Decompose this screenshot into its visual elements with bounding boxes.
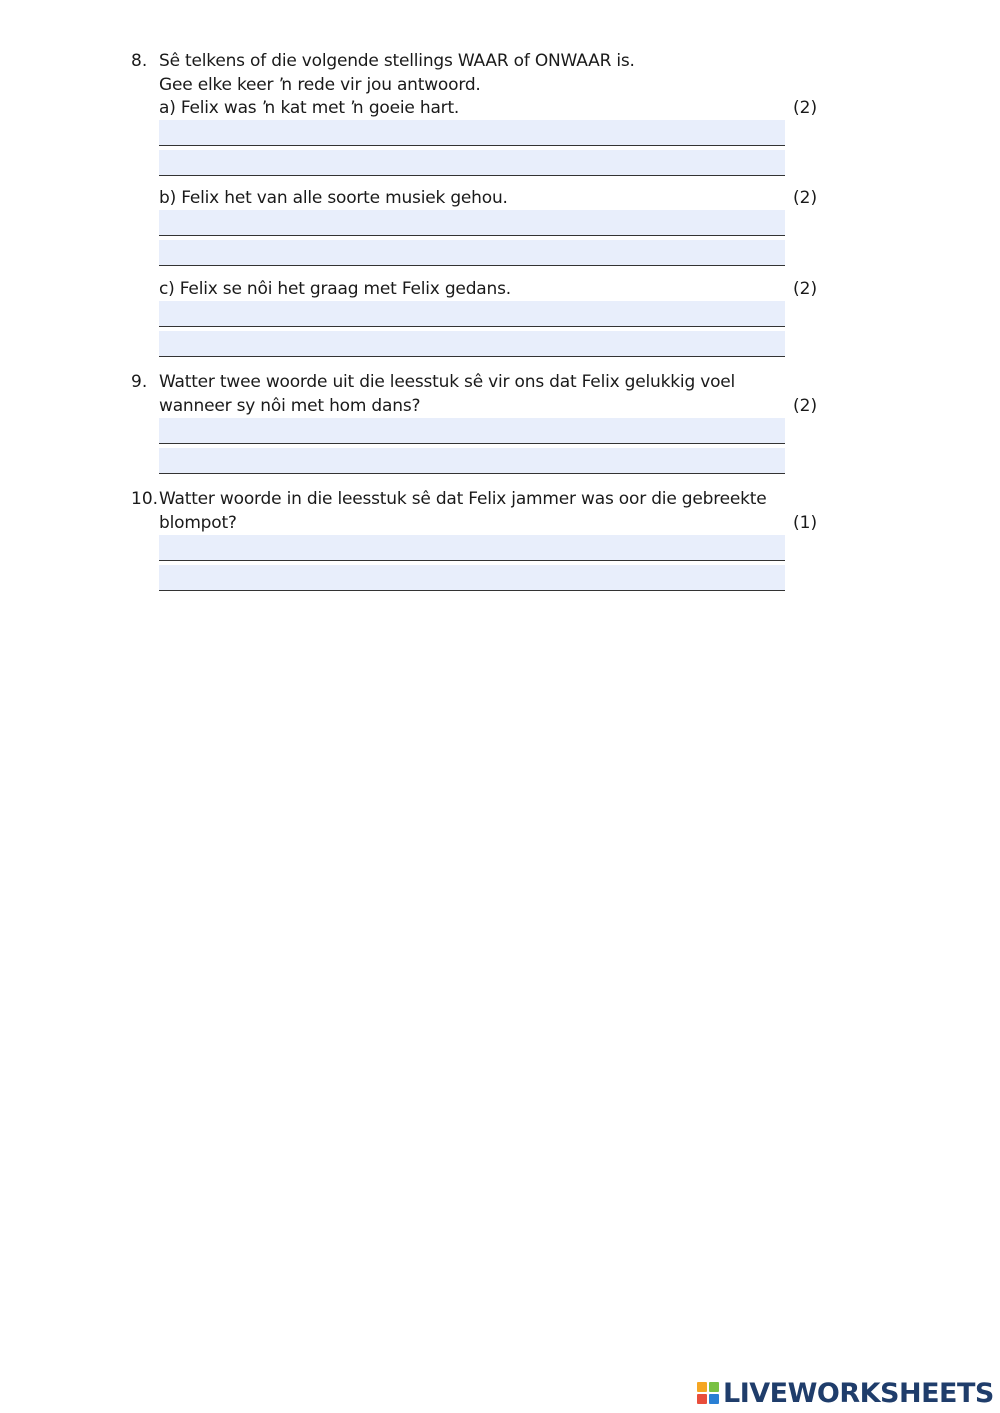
question-8c-text: c) Felix se nôi het graag met Felix gedans. xyxy=(159,279,511,299)
answer-8c-field-2[interactable] xyxy=(159,331,785,357)
answer-8a-field-2[interactable] xyxy=(159,150,785,176)
answer-9-field-1[interactable] xyxy=(159,418,785,444)
question-9-marks: (2) xyxy=(793,396,818,416)
question-8b-text: b) Felix het van alle soorte musiek gehou. xyxy=(159,188,508,208)
question-8a-text: a) Felix was ŉ kat met ŉ goeie hart. xyxy=(159,98,460,118)
liveworksheets-logo-icon xyxy=(697,1382,719,1404)
question-8-instruction-line1: Sê telkens of die volgende stellings WAAR of ONWAAR is. xyxy=(159,51,635,71)
question-9-number: 9. xyxy=(131,372,148,392)
answer-8b-field-2[interactable] xyxy=(159,240,785,266)
answer-10-field-1[interactable] xyxy=(159,535,785,561)
answer-8b-field-1[interactable] xyxy=(159,210,785,236)
question-9-text-line2: wanneer sy nôi met hom dans? xyxy=(159,396,421,416)
liveworksheets-wordmark: LIVEWORKSHEETS xyxy=(723,1377,994,1409)
question-8b-marks: (2) xyxy=(793,188,818,208)
question-8a-marks: (2) xyxy=(793,98,818,118)
answer-9-field-2[interactable] xyxy=(159,448,785,474)
question-8-number: 8. xyxy=(131,51,148,71)
answer-8a-field-1[interactable] xyxy=(159,120,785,146)
question-10-text-line2: blompot? xyxy=(159,513,237,533)
question-8c-marks: (2) xyxy=(793,279,818,299)
liveworksheets-logo xyxy=(697,1377,994,1409)
question-10-number: 10. xyxy=(131,489,159,509)
question-8-instruction-line2: Gee elke keer ŉ rede vir jou antwoord. xyxy=(159,75,481,95)
answer-8c-field-1[interactable] xyxy=(159,301,785,327)
answer-10-field-2[interactable] xyxy=(159,565,785,591)
question-9-text-line1: Watter twee woorde uit die leesstuk sê vir ons dat Felix gelukkig voel xyxy=(159,372,736,392)
question-10-text-line1: Watter woorde in die leesstuk sê dat Felix jammer was oor die gebreekte xyxy=(159,489,767,509)
question-10-marks: (1) xyxy=(793,513,818,533)
